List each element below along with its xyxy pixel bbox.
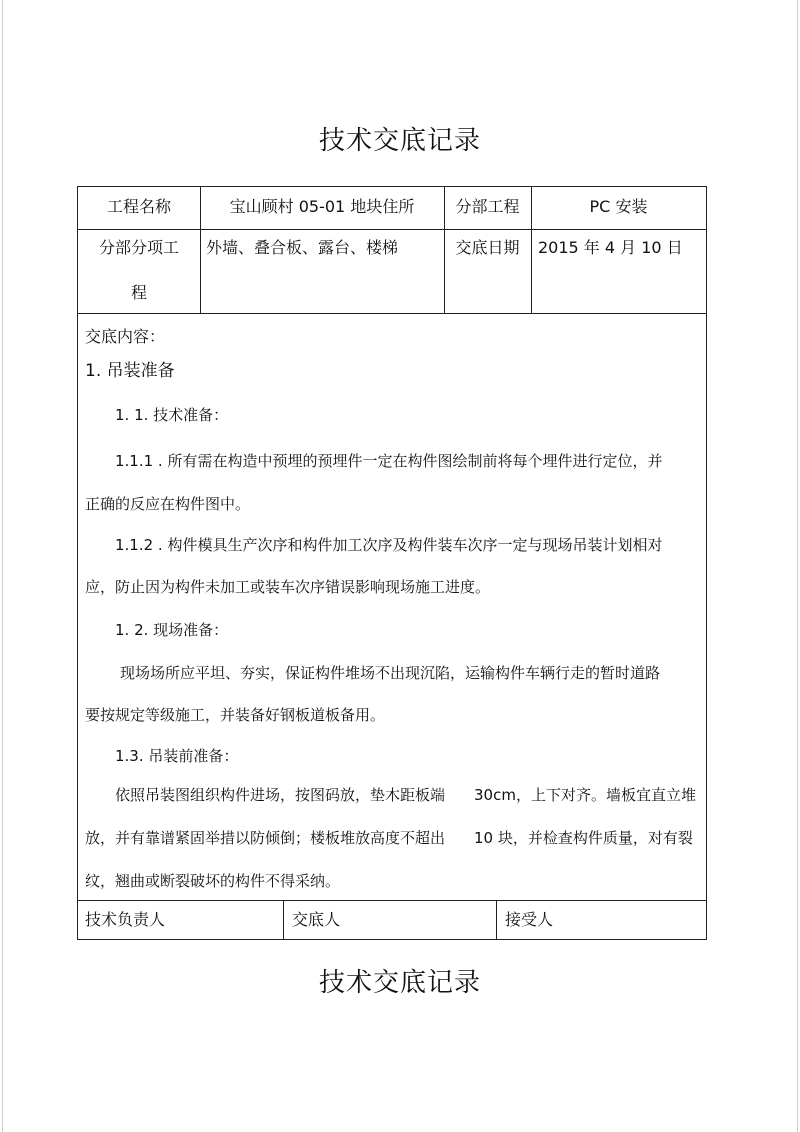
page-title: 技术交底记录 (318, 126, 481, 156)
subitem-label-line1: 分部分项工 (98, 238, 179, 257)
division-value: PC 安装 (589, 197, 648, 216)
subsection-title: 1.3. 吊装前准备： (115, 747, 239, 765)
paragraph-line: 正确的反应在构件图中。 (85, 495, 251, 513)
date-label: 交底日期 (455, 238, 520, 257)
column-divider (496, 900, 497, 940)
page-title-next: 技术交底记录 (318, 968, 481, 998)
subsection-title: 1. 1. 技术准备： (115, 406, 229, 424)
column-divider (283, 900, 284, 940)
paragraph-line: 现场场所应平坦、夯实，保证构件堆场不出现沉陷，运输构件车辆行走的暂时道路 (120, 664, 661, 682)
row-divider (78, 229, 706, 230)
subsection-title: 1. 2. 现场准备： (115, 621, 229, 639)
row-divider (78, 900, 706, 901)
tech-lead-label: 技术负责人 (85, 910, 166, 929)
paragraph-line: 应，防止因为构件未加工或装车次序错误影响现场施工进度。 (85, 578, 491, 596)
paragraph-line: 1.1.2 . 构件模具生产次序和构件加工次序及构件装车次序一定与现场吊装计划相对 (115, 536, 663, 554)
paragraph-line: 纹，翘曲或断裂破坏的构件不得采纳。 (85, 872, 341, 890)
date-value: 2015 年 4 月 10 日 (538, 238, 683, 257)
project-name-value: 宝山顾村 05-01 地块住所 (229, 197, 415, 216)
subitem-value: 外墙、叠合板、露台、楼梯 (206, 238, 399, 257)
subitem-label-line2: 程 (130, 283, 147, 302)
paragraph-line-continuation: 10 块，并检查构件质量，对有裂 (474, 829, 693, 847)
paragraph-line-continuation: 30cm，上下对齐。墙板宜直立堆 (474, 786, 696, 804)
paragraph-line: 依照吊装图组织构件进场，按图码放，垫木距板端 (115, 786, 446, 804)
row-divider (78, 313, 706, 314)
section-title: 1. 吊装准备 (85, 361, 175, 381)
content-heading: 交底内容： (85, 327, 166, 346)
paragraph-line: 要按规定等级施工，并装备好钢板道板备用。 (85, 706, 386, 724)
receiver-label: 接受人 (505, 910, 554, 929)
paragraph-line: 放，并有靠谱紧固举措以防倾倒；楼板堆放高度不超出 (85, 829, 446, 847)
division-label: 分部工程 (455, 197, 520, 216)
presenter-label: 交底人 (292, 910, 341, 929)
project-name-label: 工程名称 (106, 197, 171, 216)
disclosure-form-table (77, 186, 707, 940)
paragraph-line: 1.1.1 . 所有需在构造中预埋的预埋件一定在构件图绘制前将每个埋件进行定位，并 (115, 452, 663, 470)
